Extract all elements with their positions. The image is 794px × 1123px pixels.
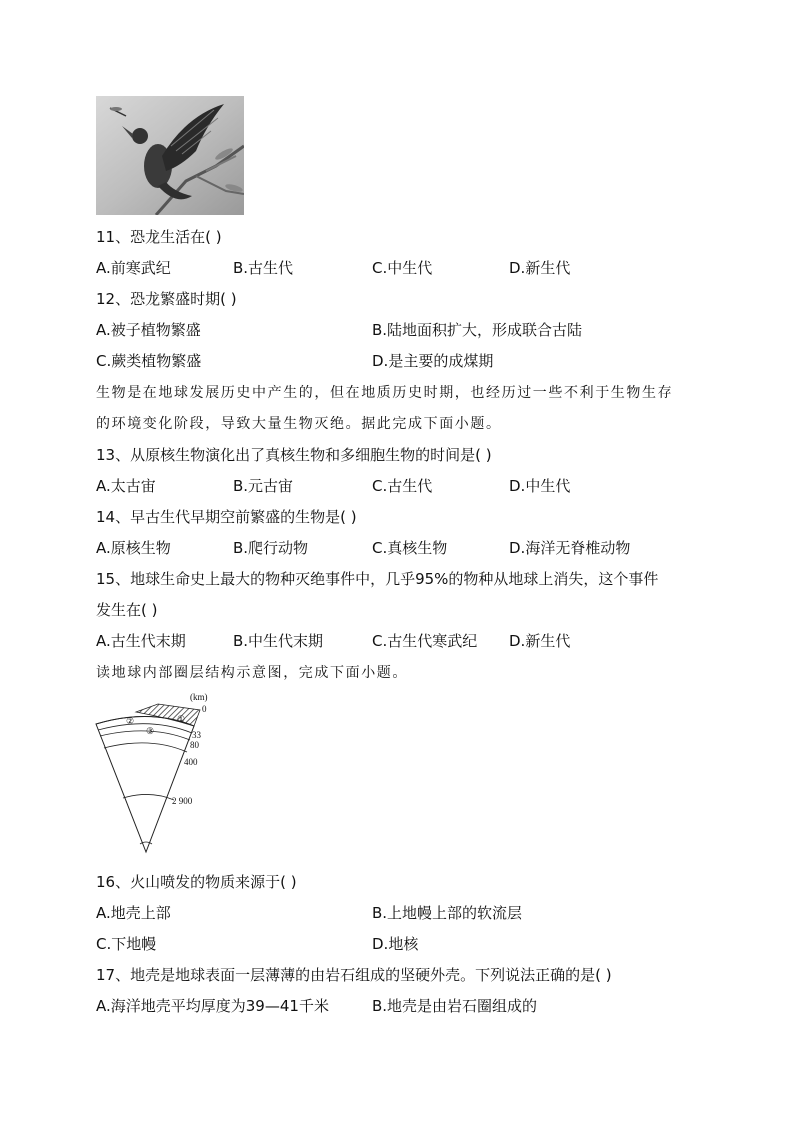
question-17-stem: 17、地壳是地球表面一层薄薄的由岩石组成的坚硬外壳。下列说法正确的是( ) [96,966,612,984]
depth-unit-label: (km) [190,692,208,702]
depth-0-label: 0 [202,704,207,714]
question-12-option-b: B.陆地面积扩大，形成联合古陆 [372,321,583,339]
depth-33-label: 33 [192,730,201,740]
question-15-option-a: A.古生代末期 [96,632,186,650]
question-14-option-d: D.海洋无脊椎动物 [509,539,631,557]
question-11-option-b: B.古生代 [233,259,294,277]
question-15-option-b: B.中生代末期 [233,632,324,650]
question-12-stem: 12、恐龙繁盛时期( ) [96,290,237,308]
question-11-option-c: C.中生代 [372,259,433,277]
question-14-option-a: A.原核生物 [96,539,171,557]
question-11-option-a: A.前寒武纪 [96,259,171,277]
question-16-option-c: C.下地幔 [96,935,157,953]
layer-label-1: ① [177,714,186,724]
passage-1-line-2: 的环境变化阶段，导致大量生物灭绝。据此完成下面小题。 [96,416,502,432]
question-15-stem-line-2: 发生在( ) [96,601,158,619]
passage-2: 读地球内部圈层结构示意图，完成下面小题。 [96,665,408,681]
question-13-option-c: C.古生代 [372,477,433,495]
question-15-stem-line-1: 15、地球生命史上最大的物种灭绝事件中，几乎95%的物种从地球上消失，这个事件 [96,570,659,588]
question-11-option-d: D.新生代 [509,259,571,277]
depth-400-label: 400 [184,757,198,767]
question-13-stem: 13、从原核生物演化出了真核生物和多细胞生物的时间是( ) [96,446,492,464]
question-11-stem: 11、恐龙生活在( ) [96,228,222,246]
layer-label-3: ③ [146,726,155,736]
question-14-option-b: B.爬行动物 [233,539,309,557]
question-13-option-a: A.太古宙 [96,477,156,495]
question-12-option-c: C.蕨类植物繁盛 [96,352,202,370]
depth-80-label: 80 [190,740,199,750]
question-16-stem: 16、火山喷发的物质来源于( ) [96,873,297,891]
question-16-option-a: A.地壳上部 [96,904,171,922]
question-12-option-a: A.被子植物繁盛 [96,321,201,339]
question-14-stem: 14、早古生代早期空前繁盛的生物是( ) [96,508,357,526]
question-13-option-b: B.元古宙 [233,477,294,495]
question-12-option-d: D.是主要的成煤期 [372,352,494,370]
depth-2900-label: 2 900 [172,796,193,806]
question-16-option-d: D.地核 [372,935,419,953]
question-13-option-d: D.中生代 [509,477,571,495]
archaeopteryx-photo [96,96,244,215]
question-15-option-c: C.古生代寒武纪 [372,632,478,650]
layer-label-2: ② [126,716,135,726]
crust-layer [136,704,200,726]
question-16-option-b: B.上地幔上部的软流层 [372,904,523,922]
question-15-option-d: D.新生代 [509,632,571,650]
question-17-option-b: B.地壳是由岩石圈组成的 [372,997,538,1015]
earth-interior-diagram [88,690,228,862]
question-17-option-a: A.海洋地壳平均厚度为39—41千米 [96,997,329,1015]
question-14-option-c: C.真核生物 [372,539,448,557]
passage-1-line-1: 生物是在地球发展历史中产生的，但在地质历史时期，也经历过一些不利于生物生存 [96,385,674,401]
